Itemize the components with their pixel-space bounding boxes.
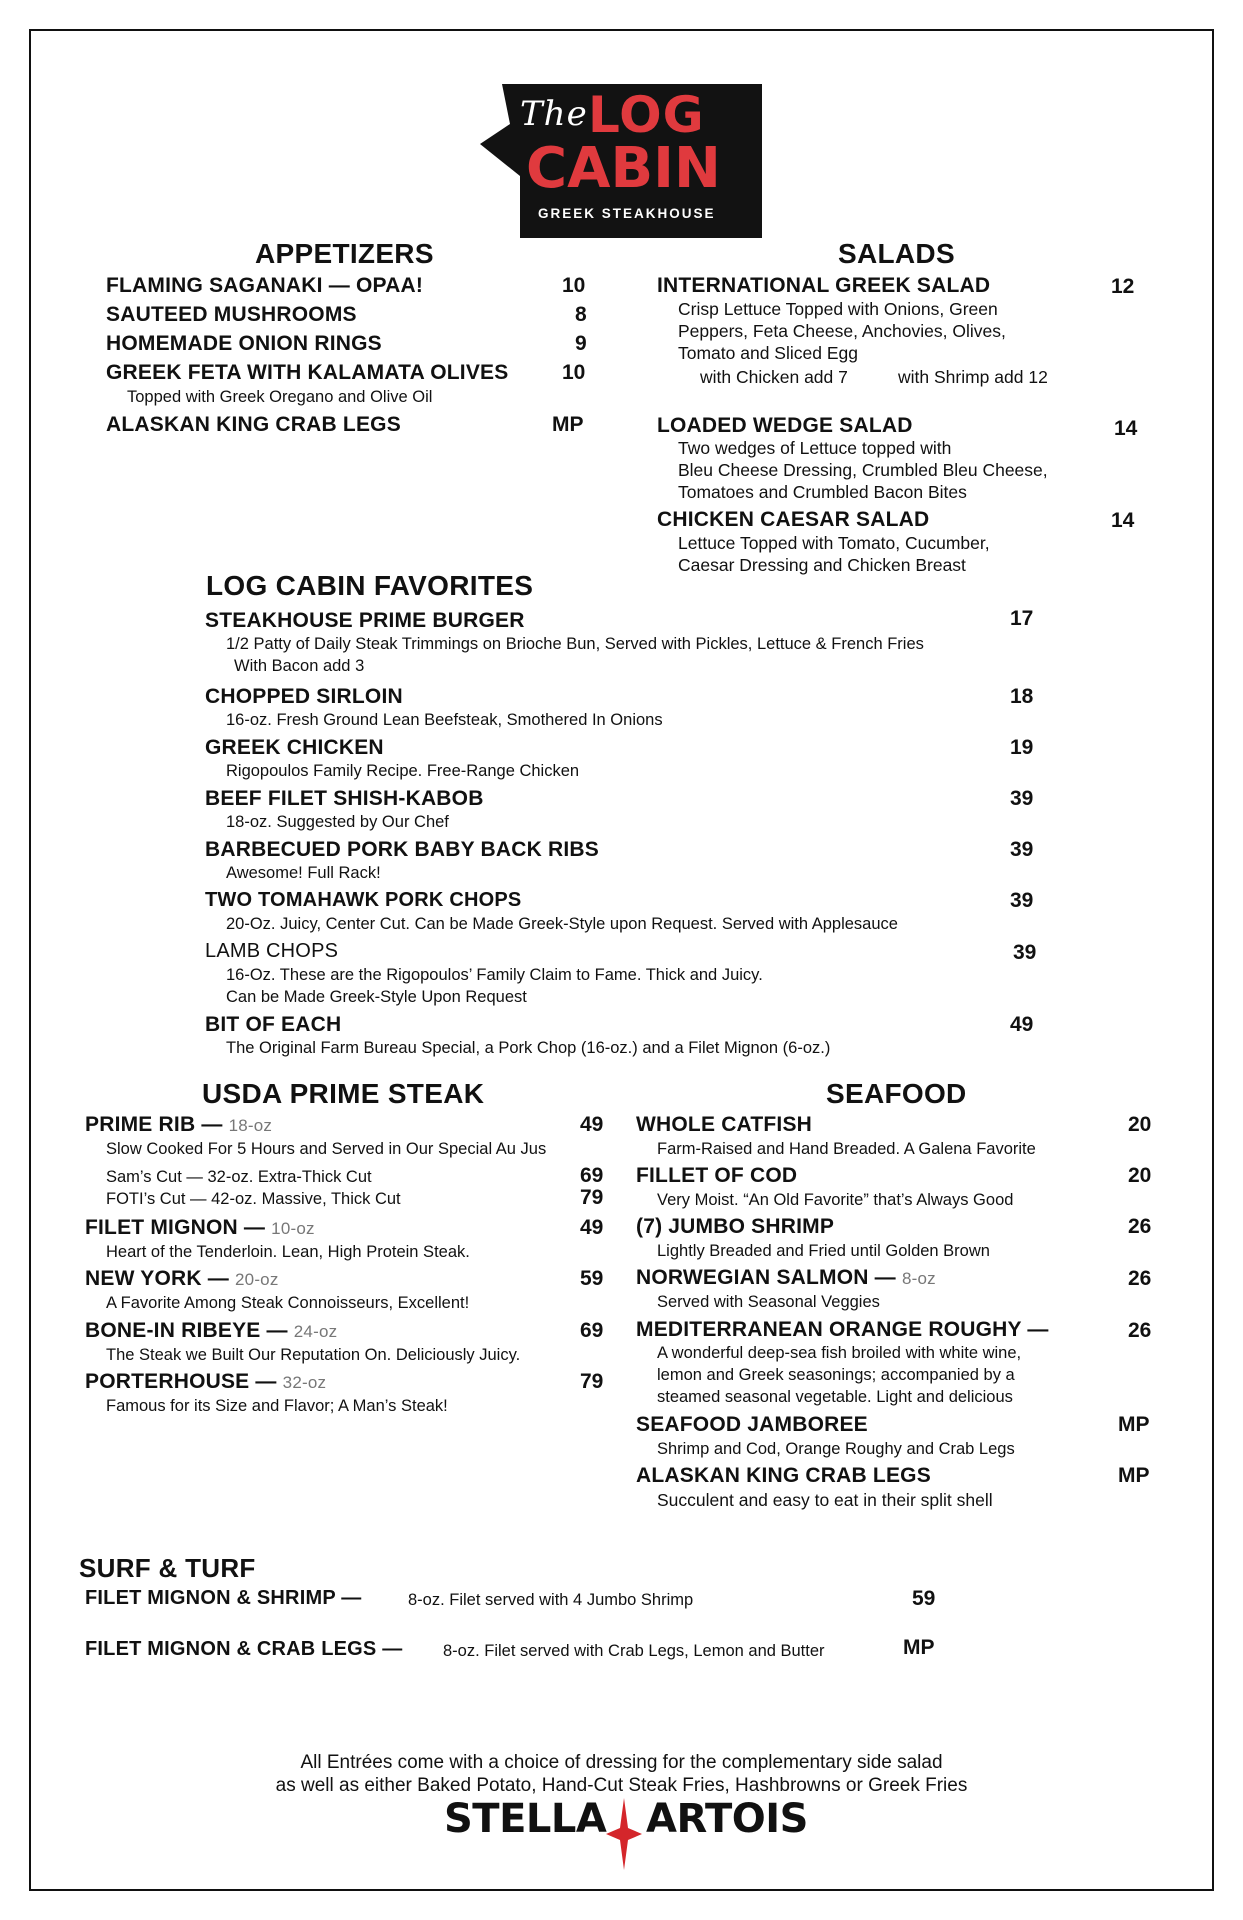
menu-item-name: PRIME RIB — 18-oz [85,1113,273,1136]
menu-item-name: FILET MIGNON & SHRIMP — [85,1587,362,1609]
steak-cut-fotis: FOTI’s Cut — 42-oz. Massive, Thick Cut [106,1190,401,1208]
menu-item-price: 26 [1128,1267,1152,1290]
menu-item-price: 49 [580,1216,604,1239]
logo-tagline: GREEK STEAKHOUSE [538,206,716,221]
menu-item-description: Farm-Raised and Hand Breaded. A Galena Favorite [657,1140,1036,1158]
menu-item-description: With Bacon add 3 [234,657,365,675]
menu-item-price: 10 [562,361,586,384]
menu-item-price: 19 [1010,736,1034,759]
salad-addon-shrimp: with Shrimp add 12 [898,367,1048,387]
menu-item-name: CHICKEN CAESAR SALAD [657,508,930,531]
menu-item-description: Lightly Breaded and Fried until Golden Brown [657,1242,990,1260]
menu-item-price: 49 [1010,1013,1034,1036]
menu-item-description: A wonderful deep-sea fish broiled with white wine, [657,1344,1022,1362]
menu-item-price: 18 [1010,685,1034,708]
menu-item-description: Bleu Cheese Dressing, Crumbled Bleu Cheese, [678,460,1048,480]
menu-item-description: A Favorite Among Steak Connoisseurs, Excellent! [106,1294,470,1312]
menu-item-description: Lettuce Topped with Tomato, Cucumber, [678,533,990,553]
menu-item-description: Can be Made Greek-Style Upon Request [226,988,527,1006]
menu-item-name: MEDITERRANEAN ORANGE ROUGHY — [636,1318,1049,1341]
menu-item-description: Served with Seasonal Veggies [657,1293,880,1311]
menu-item-price: 79 [580,1186,604,1209]
menu-item-name: SEAFOOD JAMBOREE [636,1413,868,1436]
menu-item-name: BONE-IN RIBEYE — 24-oz [85,1319,338,1342]
menu-item-price: 79 [580,1370,604,1393]
menu-item-name: GREEK CHICKEN [205,736,384,759]
menu-item-description: Topped with Greek Oregano and Olive Oil [127,388,433,406]
menu-item-price: MP [903,1636,935,1659]
menu-item-description: 20-Oz. Juicy, Center Cut. Can be Made Greek-Style upon Request. Served with Applesauce [226,915,898,933]
menu-item-description: Awesome! Full Rack! [226,864,381,882]
menu-item-price: 39 [1013,941,1037,964]
menu-item-description: 16-Oz. These are the Rigopoulos’ Family Claim to Fame. Thick and Juicy. [226,966,763,984]
salads-heading: SALADS [838,238,955,269]
menu-item-name: LAMB CHOPS [205,940,339,962]
menu-item-price: MP [1118,1413,1150,1436]
menu-item-name: BEEF FILET SHISH-KABOB [205,787,484,810]
menu-item-name: GREEK FETA WITH KALAMATA OLIVES [106,361,509,384]
menu-item-name: (7) JUMBO SHRIMP [636,1215,835,1238]
menu-item-name: FLAMING SAGANAKI — OPAA! [106,274,424,297]
menu-item-description: Slow Cooked For 5 Hours and Served in Our Special Au Jus [106,1140,547,1158]
menu-item-price: 14 [1111,509,1135,532]
menu-item-price: 39 [1010,889,1034,912]
menu-item-name: LOADED WEDGE SALAD [657,414,913,437]
menu-item-description: Shrimp and Cod, Orange Roughy and Crab Legs [657,1440,1015,1458]
menu-item-description: 1/2 Patty of Daily Steak Trimmings on Brioche Bun, Served with Pickles, Lettuce & French Fries [226,635,924,653]
footer-note-line-2: as well as either Baked Potato, Hand-Cut Steak Fries, Hashbrowns or Greek Fries [275,1775,968,1796]
menu-item-description: 16-oz. Fresh Ground Lean Beefsteak, Smothered In Onions [226,711,663,729]
menu-item-name: FILET MIGNON & CRAB LEGS — [85,1638,403,1660]
logo-log: LOG [588,86,705,144]
menu-item-price: 69 [580,1164,604,1187]
menu-item-description: Tomatoes and Crumbled Bacon Bites [678,482,967,502]
menu-item-description: 8-oz. Filet served with Crab Legs, Lemon and Butter [443,1642,825,1660]
surf-turf-heading: SURF & TURF [79,1553,256,1583]
menu-item-description: The Steak we Built Our Reputation On. Deliciously Juicy. [106,1346,521,1364]
logo-cabin: CABIN [526,136,721,201]
menu-item-description: Crisp Lettuce Topped with Onions, Green [678,299,998,319]
menu-item-description: Peppers, Feta Cheese, Anchovies, Olives, [678,321,1006,341]
menu-item-description: lemon and Greek seasonings; accompanied by a [657,1366,1015,1384]
steak-heading: USDA PRIME STEAK [202,1078,485,1109]
menu-item-name: FILET MIGNON — 10-oz [85,1216,315,1239]
menu-item-price: 20 [1128,1113,1152,1136]
menu-item-description: steamed seasonal vegetable. Light and delicious [657,1388,1013,1406]
menu-item-price: MP [1118,1464,1150,1487]
menu-item-price: 20 [1128,1164,1152,1187]
menu-item-name: BIT OF EACH [205,1013,342,1036]
favorites-heading: LOG CABIN FAVORITES [206,570,534,601]
menu-item-description: Two wedges of Lettuce topped with [678,438,952,458]
salad-addon-chicken: with Chicken add 7 [700,367,848,387]
log-cabin-logo [480,84,762,238]
menu-item-price: 39 [1010,787,1034,810]
menu-item-name: INTERNATIONAL GREEK SALAD [657,274,991,297]
menu-item-name: ALASKAN KING CRAB LEGS [106,413,401,436]
menu-item-price: 26 [1128,1319,1152,1342]
menu-item-description: 18-oz. Suggested by Our Chef [226,813,449,831]
menu-item-price: MP [552,413,584,436]
menu-item-price: 12 [1111,275,1135,298]
menu-item-description: Heart of the Tenderloin. Lean, High Protein Steak. [106,1243,470,1261]
menu-item-price: 9 [575,332,587,355]
menu-item-name: NORWEGIAN SALMON — 8-oz [636,1266,936,1289]
menu-item-price: 26 [1128,1215,1152,1238]
footer-note-line-1: All Entrées come with a choice of dressing for the complementary side salad [300,1752,943,1773]
appetizers-heading: APPETIZERS [255,238,434,269]
menu-item-price: 10 [562,274,586,297]
menu-item-price: 14 [1114,417,1138,440]
stella-star-icon [606,1798,642,1870]
menu-item-name: WHOLE CATFISH [636,1113,813,1136]
menu-item-name: ALASKAN KING CRAB LEGS [636,1464,931,1487]
menu-item-price: 59 [580,1267,604,1290]
menu-item-description: Famous for its Size and Flavor; A Man’s Steak! [106,1397,448,1415]
menu-item-description: Caesar Dressing and Chicken Breast [678,555,966,575]
menu-item-name: FILLET OF COD [636,1164,798,1187]
menu-item-name: PORTERHOUSE — 32-oz [85,1370,327,1393]
steak-cut-sams: Sam’s Cut — 32-oz. Extra-Thick Cut [106,1168,372,1186]
menu-item-description: The Original Farm Bureau Special, a Pork Chop (16-oz.) and a Filet Mignon (6-oz.) [226,1039,831,1057]
menu-item-name: BARBECUED PORK BABY BACK RIBS [205,838,599,861]
menu-item-price: 8 [575,303,587,326]
menu-item-price: 69 [580,1319,604,1342]
menu-item-name: HOMEMADE ONION RINGS [106,332,382,355]
menu-item-price: 59 [912,1587,936,1610]
menu-item-description: Tomato and Sliced Egg [678,343,858,363]
menu-item-name: SAUTEED MUSHROOMS [106,303,357,326]
menu-item-price: 49 [580,1113,604,1136]
logo-the: The [520,94,588,134]
stella-word: STELLA [444,1796,607,1842]
menu-item-price: 17 [1010,607,1034,630]
menu-item-description: 8-oz. Filet served with 4 Jumbo Shrimp [408,1591,694,1609]
artois-word: ARTOIS [646,1796,808,1842]
seafood-heading: SEAFOOD [826,1078,967,1109]
menu-item-description: Rigopoulos Family Recipe. Free-Range Chicken [226,762,580,780]
menu-item-name: CHOPPED SIRLOIN [205,685,403,708]
menu-item-description: Succulent and easy to eat in their split shell [657,1490,993,1510]
menu-item-name: TWO TOMAHAWK PORK CHOPS [205,889,522,911]
menu-item-description: Very Moist. “An Old Favorite” that’s Always Good [657,1191,1014,1209]
menu-item-name: NEW YORK — 20-oz [85,1267,279,1290]
menu-item-price: 39 [1010,838,1034,861]
menu-item-name: STEAKHOUSE PRIME BURGER [205,609,525,632]
